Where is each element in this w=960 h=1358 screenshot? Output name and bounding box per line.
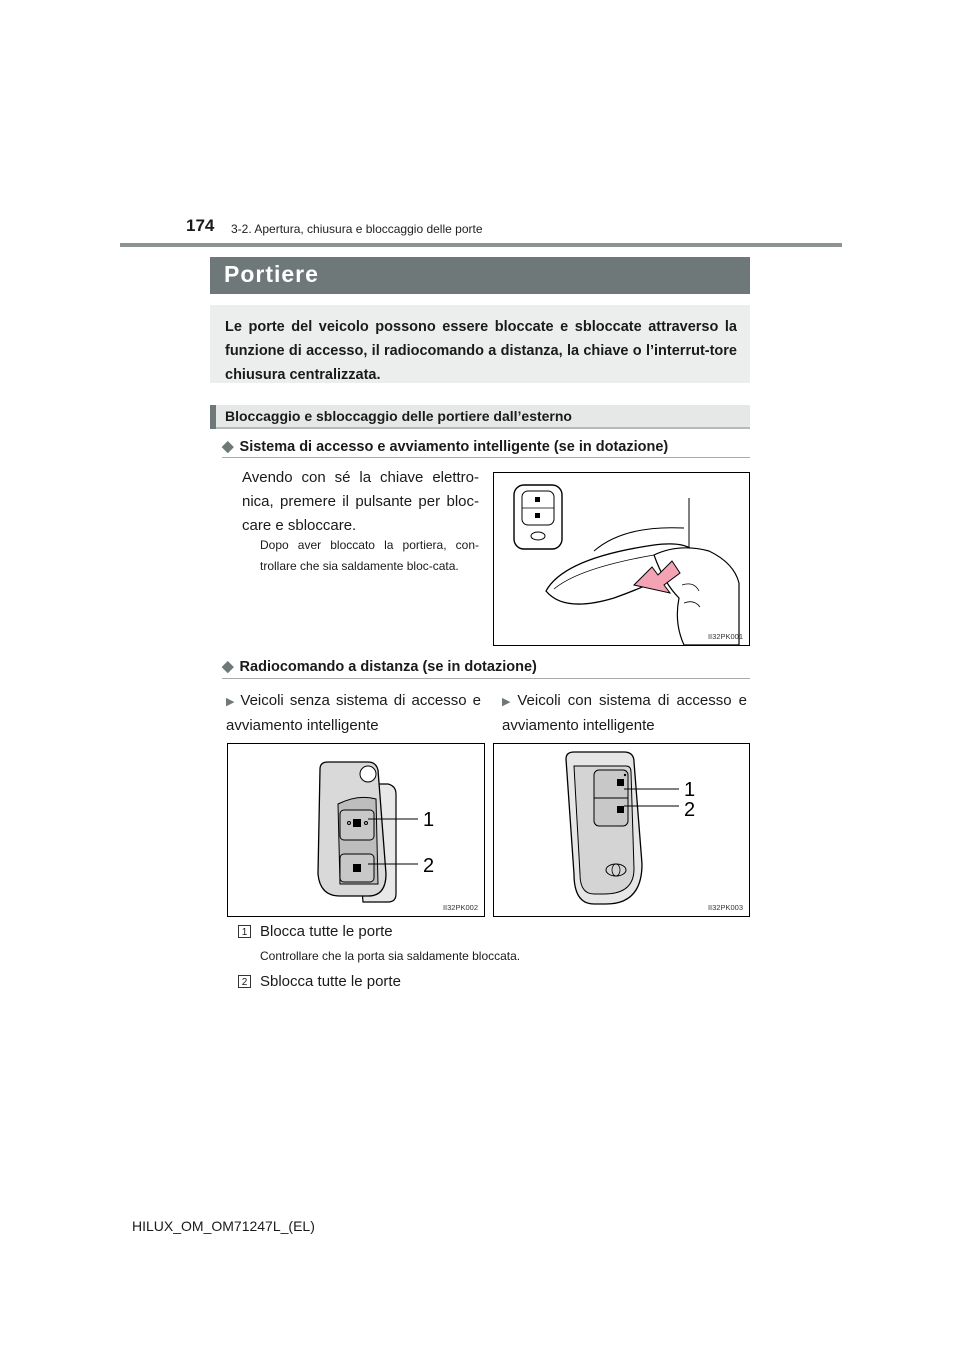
figure-code: II32PK003 xyxy=(707,903,743,912)
page-number: 174 xyxy=(186,216,215,235)
remote-key-illustration xyxy=(228,744,484,916)
item-number-2: 2 xyxy=(238,975,251,988)
figure-code: II32PK002 xyxy=(442,903,478,912)
callout-2: 2 xyxy=(684,799,696,821)
smart-entry-note: Dopo aver bloccato la portiera, con-trollare che sia saldamente bloc-cata. xyxy=(260,538,479,573)
header-divider xyxy=(120,243,842,247)
smart-entry-heading-text: Sistema di accesso e avviamento intelligente (se in dotazione) xyxy=(239,439,669,455)
figure-code: II32PK001 xyxy=(707,632,743,641)
smart-entry-body: Avendo con sé la chiave elettro-nica, premere il pulsante per bloc-care e sbloccare. xyxy=(242,469,479,534)
col-left-text: Veicoli senza sistema di accesso e avviamento intelligente xyxy=(226,692,481,734)
col-right-text: Veicoli con sistema di accesso e avviamento intelligente xyxy=(502,692,747,734)
intro-box xyxy=(210,305,750,383)
subsection-bar xyxy=(210,405,750,429)
item-note-1: Controllare che la porta sia saldamente bloccata. xyxy=(260,949,521,963)
subsection-accent xyxy=(210,405,216,429)
smart-entry-heading xyxy=(222,437,668,455)
section-reference: 3-2. Apertura, chiusura e bloccaggio delle porte xyxy=(231,222,483,236)
remote-heading-text: Radiocomando a distanza (se in dotazione) xyxy=(239,659,537,675)
callout-2: 2 xyxy=(423,855,435,877)
col-right-label xyxy=(502,689,747,738)
item-number-1: 1 xyxy=(238,925,251,938)
subsection-title: Bloccaggio e sbloccaggio delle portiere dall’esterno xyxy=(225,408,572,424)
figure-remote-key xyxy=(227,743,485,917)
heading-rule xyxy=(222,678,750,679)
figure-smart-key xyxy=(493,743,750,917)
col-left-label xyxy=(226,689,481,738)
callout-1: 1 xyxy=(423,809,435,831)
diamond-icon: ◆ xyxy=(222,438,234,455)
page-title: Portiere xyxy=(224,261,319,287)
diamond-icon: ◆ xyxy=(222,658,234,675)
triangle-bullet-icon: ▶ xyxy=(502,696,514,708)
figure-door-handle xyxy=(493,472,750,646)
smart-key-illustration xyxy=(494,744,749,916)
remote-heading xyxy=(222,657,537,675)
footer-doc-id: HILUX_OM_OM71247L_(EL) xyxy=(132,1218,315,1234)
intro-text: Le porte del veicolo possono essere bloccate e sbloccate attraverso la funzione di accesso, il radiocomando a distanza, la chiave o l’interrut-tore chiusura centralizzata. xyxy=(225,319,737,383)
title-bar xyxy=(210,257,750,294)
triangle-bullet-icon: ▶ xyxy=(226,696,237,708)
callout-1: 1 xyxy=(684,779,696,801)
door-handle-illustration xyxy=(494,473,749,645)
heading-rule xyxy=(222,457,750,458)
item-label-2: Sblocca tutte le porte xyxy=(260,973,401,990)
item-label-1: Blocca tutte le porte xyxy=(260,923,393,940)
